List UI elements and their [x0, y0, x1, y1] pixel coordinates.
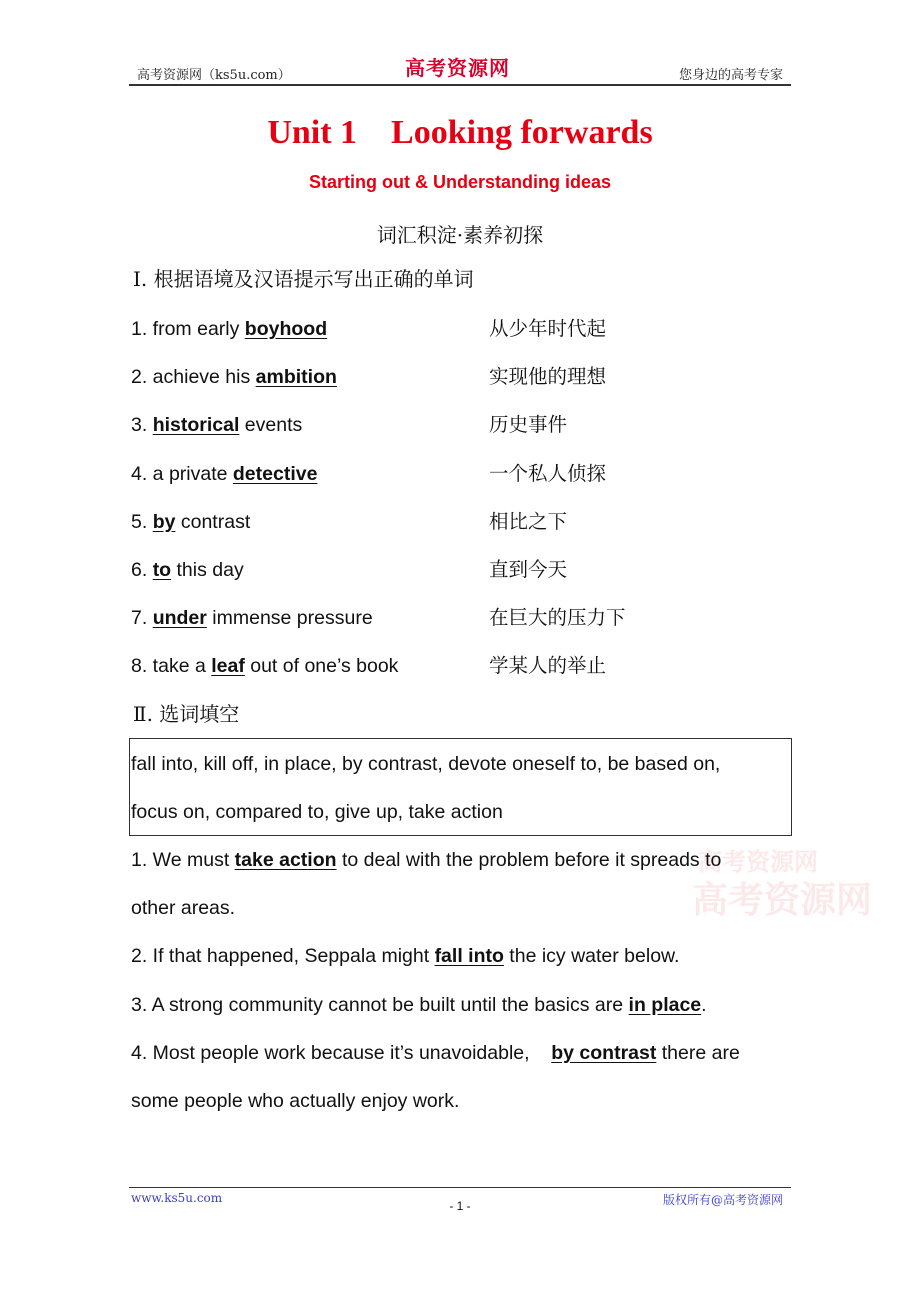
page-subtitle: Starting out & Understanding ideas: [308, 172, 612, 192]
chinese-hint: 直到今天: [489, 558, 568, 581]
text-after: to deal with the problem before it spreads to: [336, 849, 722, 871]
exercise-line: [131, 411, 302, 439]
text-before: 4. a private: [131, 462, 233, 485]
chinese-hint: 在巨大的压力下: [489, 606, 626, 630]
exercise-line: [131, 652, 398, 680]
text-before: 7.: [131, 607, 153, 630]
page-title: Unit 1 Looking forwards: [267, 114, 653, 151]
sentence-continuation: some people who actually enjoy work.: [131, 1090, 460, 1112]
chinese-hint: 学某人的举止: [489, 654, 607, 678]
exercise-line: [131, 460, 317, 488]
part2-heading: Ⅱ. 选词填空: [133, 702, 240, 726]
chinese-hint: 从少年时代起: [489, 317, 607, 340]
footer-rule: [129, 1187, 791, 1188]
word-box: [129, 738, 792, 836]
text-after: out of one’s book: [244, 655, 399, 678]
answer: by: [152, 510, 176, 533]
sentence-continuation: other areas.: [131, 897, 236, 920]
footer-link[interactable]: www.ks5u.com: [131, 1191, 223, 1205]
part1-heading: Ⅰ. 根据语境及汉语提示写出正确的单词: [133, 267, 474, 291]
exercise-line: [131, 991, 707, 1019]
text-after: .: [701, 993, 707, 1016]
text-before: 3.: [131, 414, 153, 437]
text-after: contrast: [175, 510, 251, 533]
exercise-line: [131, 556, 244, 584]
page-number: - 1 -: [449, 1199, 471, 1213]
watermark: 高考资源网: [692, 879, 873, 921]
exercise-line: [131, 942, 679, 970]
answer: in place: [628, 993, 702, 1016]
word-box-line: fall into, kill off, in place, by contrast, devote oneself to, be based on,: [131, 753, 721, 775]
answer: to: [152, 559, 172, 581]
text-before: 1. We must: [131, 849, 235, 871]
watermark: 高考资源网: [698, 847, 818, 876]
text-after: the icy water below.: [503, 945, 680, 968]
answer: leaf: [211, 655, 245, 678]
chinese-hint: 实现他的理想: [489, 365, 607, 389]
header-rule: [129, 84, 791, 86]
answer: detective: [232, 462, 318, 485]
chinese-hint: 相比之下: [489, 509, 568, 533]
text-before: 8. take a: [131, 655, 212, 678]
header-logo: 高考资源网: [405, 56, 510, 80]
exercise-line: [131, 508, 250, 536]
answer: historical: [152, 414, 240, 437]
chinese-hint: 历史事件: [489, 413, 568, 437]
text-before: 1. from early: [131, 318, 245, 340]
exercise-line: [131, 363, 337, 391]
answer: under: [152, 607, 207, 630]
header-right: 您身边的高考专家: [678, 68, 783, 83]
text-before: 6.: [131, 559, 153, 581]
word-box-line: focus on, compared to, give up, take action: [131, 801, 503, 823]
exercise-line: [131, 846, 721, 874]
answer: take action: [234, 849, 337, 871]
text-after: immense pressure: [206, 607, 373, 630]
text-before: 3. A strong community cannot be built until the basics are: [131, 993, 629, 1016]
text-after: events: [239, 414, 303, 437]
answer: by contrast: [551, 1041, 657, 1064]
text-before: 2. achieve his: [131, 366, 256, 389]
text-after: this day: [171, 559, 244, 581]
chinese-hint: 一个私人侦探: [489, 461, 607, 485]
header-left: 高考资源网（ks5u.com）: [137, 68, 291, 83]
text-before: 5.: [131, 510, 153, 533]
exercise-line: [131, 1039, 740, 1067]
text-before: 4. Most people work because it’s unavoidable,: [131, 1041, 552, 1064]
section-heading: 词汇积淀·素养初探: [376, 223, 544, 247]
exercise-line: [131, 604, 373, 632]
exercise-line: [131, 315, 327, 343]
text-before: 2. If that happened, Seppala might: [131, 945, 435, 968]
answer: fall into: [434, 945, 504, 968]
answer: ambition: [255, 366, 337, 389]
text-after: there are: [656, 1041, 740, 1064]
answer: boyhood: [244, 318, 328, 340]
footer-copyright: 版权所有@高考资源网: [662, 1193, 783, 1207]
